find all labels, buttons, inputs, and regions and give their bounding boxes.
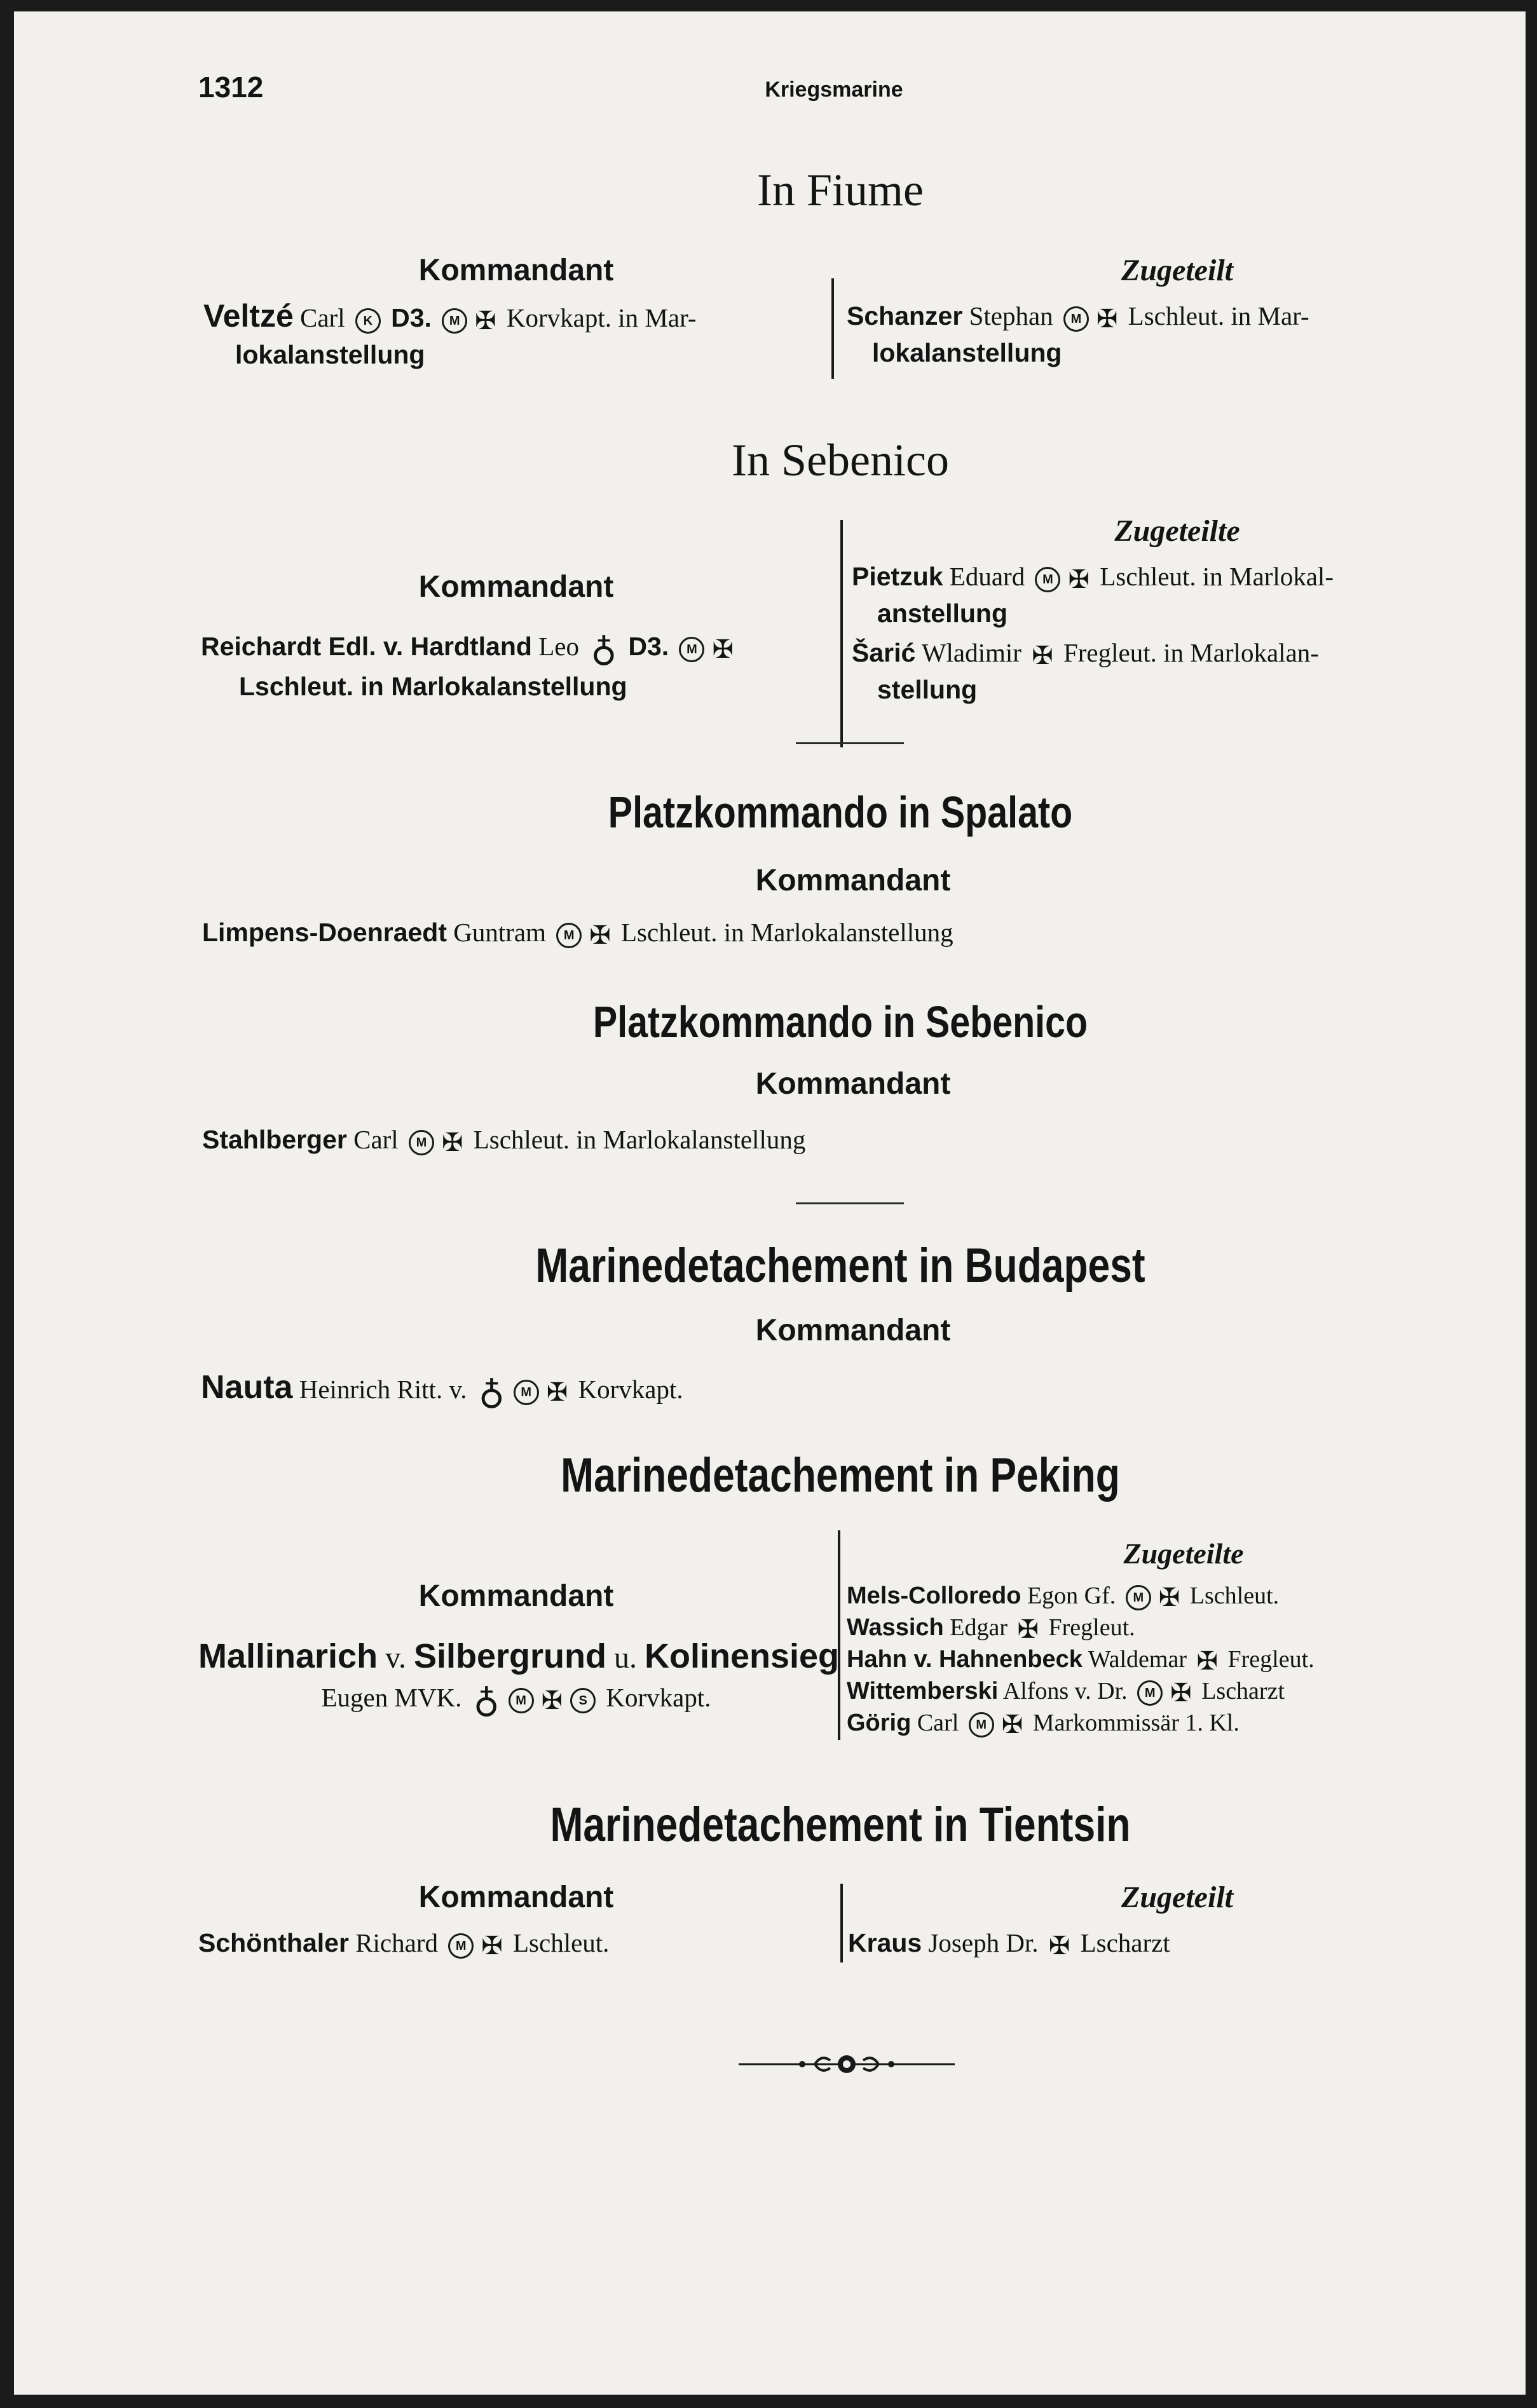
m-medal-icon: M [679,637,704,662]
entry-zugeteilt: Schanzer Stephan M ✠ Lschleut. in Mar- lokalanstellung [847,301,1309,367]
cross-icon: ✠ [1001,1710,1023,1739]
entry-zugeteilt-1: Pietzuk Eduard M ✠ Lschleut. in Marlokal- anstellung [852,562,1334,628]
section-divider [796,742,904,744]
column-divider [831,278,834,379]
m-medal-icon: M [1035,567,1060,592]
label-zugeteilte-peking: Zugeteilte [1123,1537,1244,1570]
m-medal-icon: M [556,923,582,948]
ornament-divider [739,2045,955,2083]
column-divider [838,1530,840,1740]
entry-kommandant: Stahlberger Carl M ✠ Lschleut. in Marlokalanstellung [202,1125,806,1157]
m-medal-icon: M [1137,1680,1163,1706]
label-kommandant-platz-sebenico: Kommandant [755,1067,951,1101]
knot-order-icon: ♁ [478,1372,505,1412]
entry-kommandant: Mallinarich v. Silbergrund u. Kolinensieg Eugen MVK. ♁ M ✠ S Korvkapt. [198,1637,840,1720]
cross-icon: ✠ [589,920,611,949]
m-medal-icon: M [1063,306,1089,332]
section-title-tientsin: Marinedetachement in Tientsin [550,1798,1131,1852]
section-divider [796,1202,904,1204]
cross-icon: ✠ [441,1127,463,1157]
page [14,11,1526,2395]
column-divider [840,1884,843,1962]
entry-kommandant: Schönthaler Richard M ✠ Lschleut. [198,1928,610,1960]
list-item: Görig Carl M ✠ Markommissär 1. Kl. [847,1710,1240,1739]
knot-order-icon: ♁ [591,629,617,669]
m-medal-icon: M [409,1130,434,1155]
list-item: Wassich Edgar ✠ Fregleut. [847,1614,1135,1644]
k-order-icon: K [355,308,381,334]
m-medal-icon: M [448,1933,474,1959]
cross-icon: ✠ [1158,1583,1180,1612]
cross-icon: ✠ [1032,641,1053,670]
list-item: Hahn v. Hahnenbeck Waldemar ✠ Fregleut. [847,1646,1315,1676]
section-title-spalato: Platzkommando in Spalato [608,787,1073,837]
s-order-icon: S [570,1688,596,1713]
label-kommandant-tientsin: Kommandant [418,1881,614,1914]
cross-icon: ✠ [712,634,734,663]
cross-icon: ✠ [1048,1931,1070,1960]
cross-icon: ✠ [1017,1615,1039,1644]
label-zugeteilt-fiume: Zugeteilt [1121,254,1233,287]
entry-zugeteilt-2: Šarić Wladimir ✠ Fregleut. in Marlokalan- stellung [852,638,1319,704]
knot-order-icon: ♁ [473,1680,500,1720]
section-title-budapest: Marinedetachement in Budapest [535,1239,1145,1293]
entry-kommandant: Nauta Heinrich Ritt. v. ♁ M ✠ Korvkapt. [201,1369,683,1412]
cross-icon: ✠ [1068,564,1090,594]
list-item: Wittemberski Alfons v. Dr. M ✠ Lscharzt [847,1678,1285,1708]
running-head: Kriegsmarine [765,78,903,102]
m-medal-icon: M [969,1712,994,1738]
m-medal-icon: M [1126,1585,1151,1610]
page-number: 1312 [198,71,264,104]
section-title-fiume: In Fiume [757,165,924,215]
m-medal-icon: M [442,308,467,334]
label-zugeteilt-tientsin: Zugeteilt [1121,1881,1233,1914]
cross-icon: ✠ [481,1931,503,1960]
entry-zugeteilt: Kraus Joseph Dr. ✠ Lscharzt [848,1928,1170,1960]
label-kommandant-sebenico: Kommandant [418,570,614,604]
m-medal-icon: M [514,1380,539,1405]
label-kommandant-peking: Kommandant [418,1579,614,1613]
m-medal-icon: M [509,1688,534,1713]
cross-icon: ✠ [546,1377,568,1406]
section-title-platz-sebenico: Platzkommando in Sebenico [592,997,1088,1047]
entry-kommandant: Limpens-Doenraedt Guntram M ✠ Lschleut. in Marlokalanstellung [202,918,953,949]
cross-icon: ✠ [541,1685,563,1715]
entry-kommandant: Veltzé Carl K D3. M ✠ Korvkapt. in Mar- lokalanstellung [203,298,697,369]
cross-icon: ✠ [1196,1647,1218,1676]
section-title-peking: Marinedetachement in Peking [561,1448,1120,1502]
entry-kommandant: Reichardt Edl. v. Hardtland Leo ♁ D3. M ✠ Lschleut. in Marlokalanstellung [201,629,734,701]
column-divider [840,520,843,747]
cross-icon: ✠ [475,306,496,335]
cross-icon: ✠ [1096,304,1118,333]
label-kommandant-budapest: Kommandant [755,1314,951,1347]
list-item: Mels-Colloredo Egon Gf. M ✠ Lschleut. [847,1582,1280,1612]
label-kommandant-fiume: Kommandant [418,254,614,287]
zugeteilte-list [847,1580,1520,1739]
section-title-sebenico: In Sebenico [732,435,949,486]
label-zugeteilte-sebenico: Zugeteilte [1114,514,1240,548]
cross-icon: ✠ [1170,1678,1192,1708]
label-kommandant-spalato: Kommandant [755,864,951,897]
